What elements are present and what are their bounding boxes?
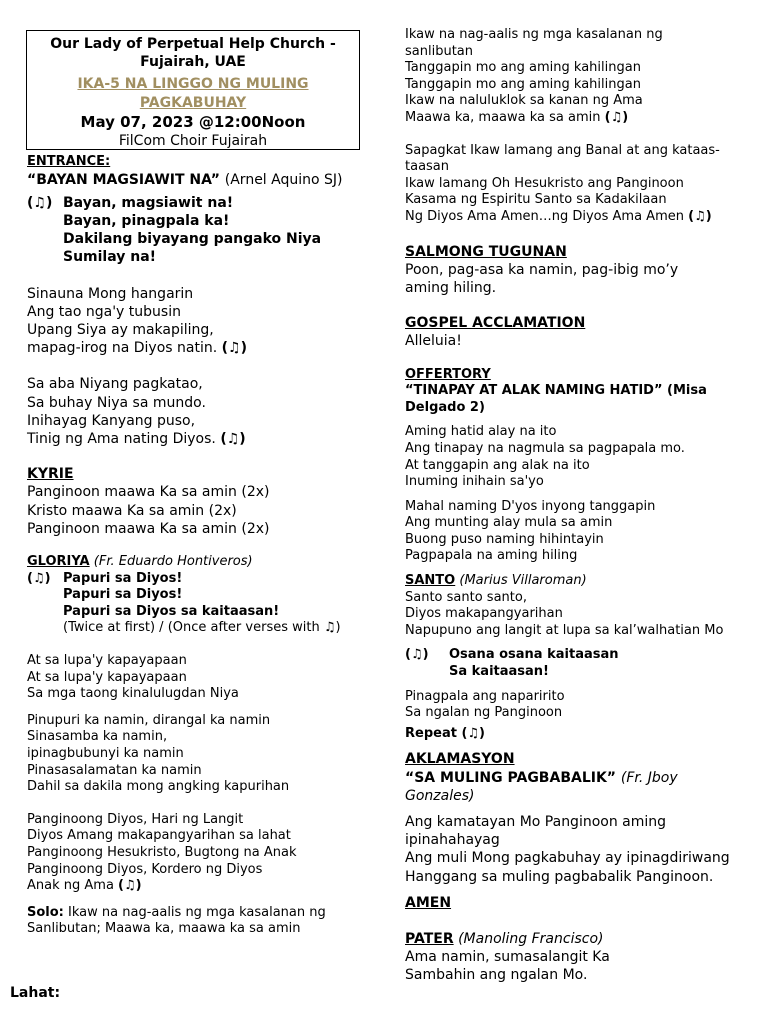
gloriya-verse-2: Pinupuri ka namin, dirangal ka namin Sinasamba ka namin, ipinagbubunyi ka namin Pinasasalamatan ka namin Dahil sa dakila mong angking kapurihan [27,712,290,795]
gospel-text: Alleluia! [405,333,462,350]
lahat-lines [405,27,750,127]
gloriya-label: GLORIYA [27,554,90,570]
entrance-title [27,171,352,189]
gloriya-solo [27,905,349,938]
gloriya-verse-1: At sa lupa'y kapayapaan At sa lupa'y kapayapaan Sa mga taong kinalulugdan Niya [27,653,239,702]
choir-name: FilCom Choir Fujairah [118,133,268,149]
right-column [405,0,750,985]
pater-lines: Ama namin, sumasalangit Ka Sambahin ang ngalan Mo. [405,949,610,984]
kyrie-label: KYRIE [27,466,74,483]
santo-refrain [405,647,750,680]
pater-label: PATER [405,931,454,948]
amen-label: AMEN [405,894,452,911]
refrain-mark: (♫) [27,194,53,211]
aklamasyon-label: AKLAMASYON [405,751,515,768]
salmo-label: SALMONG TUGUNAN [405,243,567,260]
santo-verse: Pinagpala ang naparirito Sa ngalan ng Panginoon [405,688,565,721]
refrain-mark: (♫) [405,647,429,663]
pater-heading [405,930,750,948]
aklamasyon-title [405,769,750,805]
gloriya-verse-3 [27,812,367,895]
entrance-verse-2 [27,375,367,448]
gloriya-final [405,143,750,226]
lahat-lines-text: Ikaw na nag-aalis ng mga kasalanan ng sanlibutan Tanggapin mo ang aming kahilingan Tanggapin mo ang aming kahilingan Ikaw na naluluklok sa kanan ng Ama Maawa ka, maawa ka sa amin [405,27,663,125]
offertory-verse-2: Mahal naming D'yos inyong tanggapin Ang munting alay mula sa amin Buong puso naming hihintayin Pagpapala na aming hiling [405,498,656,564]
refrain-cue: (♫) [220,431,246,448]
refrain-cue: (♫) [688,208,712,224]
gloriya-heading [27,554,367,571]
offertory-verse-1: Aming hatid alay na ito Ang tinapay na nagmula sa pagpapala mo. At tanggapin ang alak na ito Inuming inihain sa'yo [405,424,685,490]
aklamasyon-text: Ang kamatayan Mo Panginoon aming ipinahahayag Ang muli Mong pagkabuhay ay ipinagdiriwang Hanggang sa muling pagbabalik Panginoon. [405,814,730,885]
gloriya-refrain-text: Papuri sa Diyos! Papuri sa Diyos! Papuri sa Diyos sa kaitaasan! [63,570,280,619]
gloriya-composer: (Fr. Eduardo Hontiveros) [93,554,253,570]
entrance-refrain-text: Bayan, magsiawit na! Bayan, pinagpala ka! Dakilang biyayang pangako Niya Sumilay na! [63,194,322,266]
gloriya-final-text: Sapagkat Ikaw lamang ang Banal at ang kataas- taasan Ikaw lamang Oh Hesukristo ang Panginoon Kasama ng Espiritu Santo sa Kadakilaan Ng Diyos Ama Amen…ng Diyos Ama Amen [405,142,720,224]
santo-lines: Santo santo santo, Diyos makapangyarihan Napupuno ang langit at lupa sa kal’walhatian Mo [405,589,724,638]
santo-composer: (Marius Villaroman) [459,573,587,589]
refrain-cue: (♫) [221,340,247,357]
entrance-song-title: “BAYAN MAGSIAWIT NA” [27,171,220,188]
entrance-refrain [27,194,367,267]
kyrie-lines: Panginoon maawa Ka sa amin (2x) Kristo maawa Ka sa amin (2x) Panginoon maawa Ka sa amin (2x) [27,484,270,537]
gloriya-refrain [27,571,367,621]
gloriya-note: (Twice at first) / (Once after verses with ♫) [63,620,341,636]
santo-refrain-text: Osana osana kaitaasan Sa kaitaasan! [449,647,619,680]
offertory-title: “TINAPAY AT ALAK NAMING HATID” (Misa Delgado 2) [405,383,707,415]
entrance-composer: (Arnel Aquino SJ) [224,171,343,188]
solo-text: Ikaw na nag-aalis ng mga kasalanan ng Sanlibutan; Maawa ka, maawa ka sa amin [27,904,326,937]
entrance-verse-2-text: Sa aba Niyang pagkatao, Sa buhay Niya sa mundo. Inihayag Kanyang puso, Tinig ng Ama nating Diyos. [27,376,216,448]
lahat-label: Lahat: [10,985,61,1001]
gloriya-verse-3-text: Panginoong Diyos, Hari ng Langit Diyos Amang makapangyarihan sa lahat Panginoong Hesukristo, Bugtong na Anak Panginoong Diyos, Kordero ng Diyos Anak ng Ama [27,811,297,894]
offertory-label: OFFERTORY [405,366,491,382]
refrain-cue: (♫) [604,109,629,125]
mass-date: May 07, 2023 @12:00Noon [80,113,306,131]
entrance-verse-1-text: Sinauna Mong hangarin Ang tao nga'y tubusin Upang Siya ay makapiling, mapag-irog na Diyos natin. [27,285,218,357]
aklamasyon-song-title: “SA MULING PAGBABALIK” [405,769,616,786]
salmo-text: Poon, pag-asa ka namin, pag-ibig mo’y aming hiling. [405,261,679,296]
santo-heading [405,573,750,590]
church-name: Our Lady of Perpetual Help Church - Fujairah, UAE [50,36,336,70]
sunday-title: IKA-5 NA LINGGO NG MULING PAGKABUHAY [77,76,309,111]
santo-repeat: Repeat (♫) [405,725,485,741]
aklamasyon-composer: (Fr. Jboy Gonzales) [405,769,678,804]
refrain-cue: (♫) [118,878,142,894]
left-column [27,0,367,938]
entrance-verse-1 [27,285,367,358]
entrance-label: ENTRANCE: [27,154,111,169]
refrain-mark: (♫) [27,570,51,586]
pater-composer: (Manoling Francisco) [458,931,604,948]
santo-label: SANTO [405,573,456,589]
solo-label: Solo: [27,904,64,920]
gospel-label: GOSPEL ACCLAMATION [405,315,586,332]
